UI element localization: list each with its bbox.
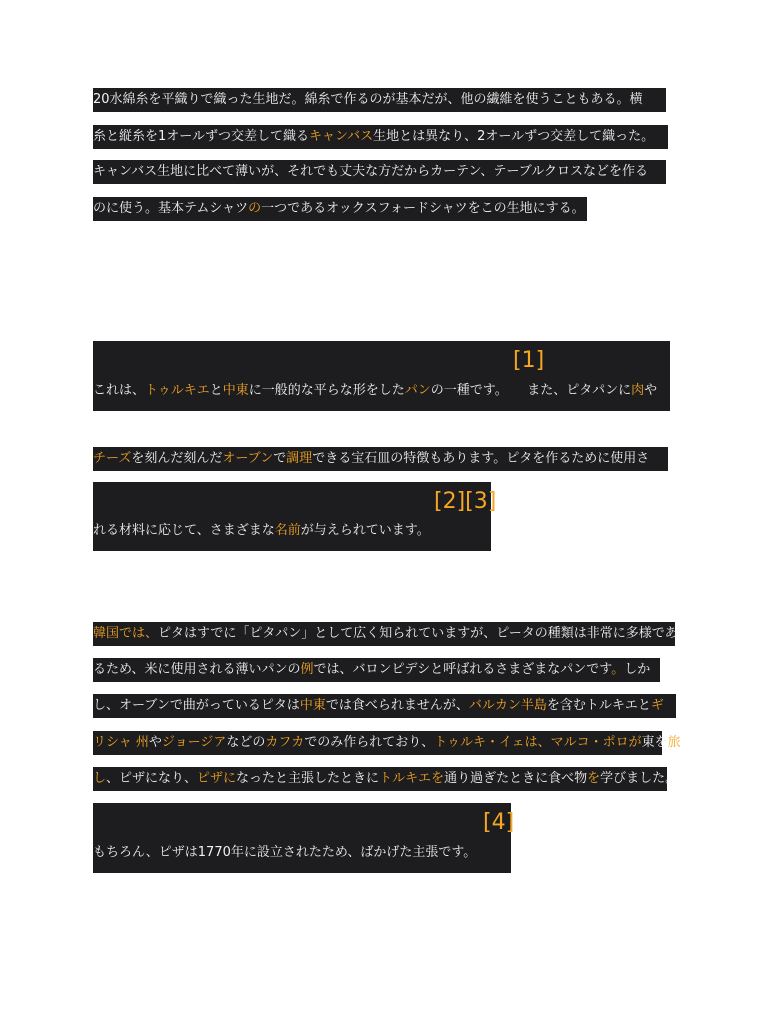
inline-link[interactable]: リシャ 州	[93, 735, 149, 750]
text-content	[93, 381, 657, 401]
text-span: や	[148, 735, 162, 750]
text-line	[93, 694, 676, 718]
inline-link[interactable]: 名前	[274, 523, 301, 538]
inline-link[interactable]: の	[248, 201, 262, 216]
text-span: のに使う。基本テムシャツ	[93, 201, 249, 216]
text-span: なったと主張したときに	[236, 771, 380, 786]
text-span: し、オーブンで曲がっているピタは	[93, 698, 300, 713]
text-span: では食べられませんが、	[325, 698, 469, 713]
inline-link[interactable]: 旅	[667, 735, 681, 750]
text-line	[93, 731, 681, 755]
text-span: 生地とは異なり、2オールずつ交差して織った。	[373, 129, 655, 144]
inline-link[interactable]: カフカ	[265, 735, 305, 750]
inline-link[interactable]: し	[93, 771, 107, 786]
text-span: で	[273, 451, 287, 466]
text-span: 、ピザになり、	[106, 771, 198, 786]
text-span: の一種です。 また、ピタパンに	[430, 383, 632, 398]
inline-link[interactable]: バルカン半島	[468, 698, 547, 713]
inline-link[interactable]: ピザに	[197, 771, 237, 786]
text-span: キャンバス生地に比べて薄いが、それでも丈夫な方だからカーテン、テーブルクロスなどを作る	[93, 164, 648, 179]
inline-link[interactable]: 肉	[631, 383, 645, 398]
text-span: を含むトルキエと	[546, 698, 651, 713]
inline-link[interactable]: を	[587, 771, 601, 786]
text-line-with-ref	[93, 341, 670, 411]
inline-link[interactable]: トゥルキ・イェは、	[434, 735, 551, 750]
text-line	[93, 447, 668, 471]
text-span: や	[644, 383, 658, 398]
text-line	[93, 197, 587, 221]
inline-link[interactable]: オーブン	[222, 451, 274, 466]
text-line-with-ref	[93, 803, 515, 873]
inline-link[interactable]: キャンバス	[309, 129, 374, 144]
text-span: でのみ作られており、	[304, 735, 435, 750]
text-span: などの	[226, 735, 266, 750]
text-content	[93, 843, 476, 863]
text-span: もちろん、ピザは1770年に設立されたため、ばかげた主張です。	[93, 845, 477, 860]
inline-link[interactable]: 調理	[286, 451, 313, 466]
text-span: 学びました。	[600, 771, 679, 786]
inline-link[interactable]: トゥルキエ	[145, 383, 210, 398]
text-span: しか	[624, 662, 651, 677]
text-span: るため、米に使用される薄いパンの	[93, 662, 301, 677]
text-span: ピタはすでに「ピタパン」として広く知られていますが、ピータの種類は非常に多様であ	[158, 626, 678, 641]
text-span: 一つであるオックスフォードシャツをこの生地にする。	[261, 201, 585, 216]
inline-link[interactable]: 。	[611, 662, 625, 677]
text-span: できる宝石皿の特徴もあります。ピタを作るために使用さ	[312, 451, 650, 466]
inline-link[interactable]: ジョージア	[161, 735, 227, 750]
text-span: が与えられています。	[300, 523, 430, 538]
reference-link[interactable]: [2][3]	[434, 489, 497, 514]
reference-link[interactable]: [1]	[513, 348, 545, 373]
inline-link[interactable]: 中東	[299, 698, 326, 713]
text-line	[93, 125, 668, 149]
text-line	[93, 767, 679, 791]
text-span: に一般的な平らな形をした	[248, 383, 405, 398]
inline-link[interactable]: 韓国では、	[93, 626, 159, 641]
text-span: 東を	[641, 735, 668, 750]
text-line	[93, 88, 666, 112]
text-line	[93, 160, 666, 184]
text-span: 糸と縦糸を1オールずつ交差して織る	[93, 129, 310, 144]
text-line	[93, 658, 660, 682]
inline-link[interactable]: パン	[404, 383, 431, 398]
text-span: を刻んだ刻んだ	[131, 451, 223, 466]
text-span: では、バロンピデシと呼ばれるさまざまなパンです	[313, 662, 612, 677]
reference-link[interactable]: [4]	[483, 810, 515, 835]
inline-link[interactable]: 例	[300, 662, 314, 677]
inline-link[interactable]: トルキエを	[379, 771, 445, 786]
text-span: これは、	[93, 383, 146, 398]
text-span: れる材料に応じて、さまざまな	[93, 523, 275, 538]
inline-link[interactable]: 中東	[222, 383, 249, 398]
text-span: と	[209, 383, 223, 398]
inline-link[interactable]: ギ	[650, 698, 664, 713]
inline-link[interactable]: チーズ	[93, 451, 132, 466]
text-content	[93, 521, 430, 541]
inline-link[interactable]: マルコ・ポロが	[550, 735, 642, 750]
text-span: 20水綿糸を平織りで織った生地だ。綿糸で作るのが基本だが、他の繊維を使うこともある。横	[93, 92, 643, 107]
text-line-with-ref	[93, 482, 497, 551]
text-line	[93, 622, 678, 646]
text-span: 通り過ぎたときに食べ物	[444, 771, 588, 786]
